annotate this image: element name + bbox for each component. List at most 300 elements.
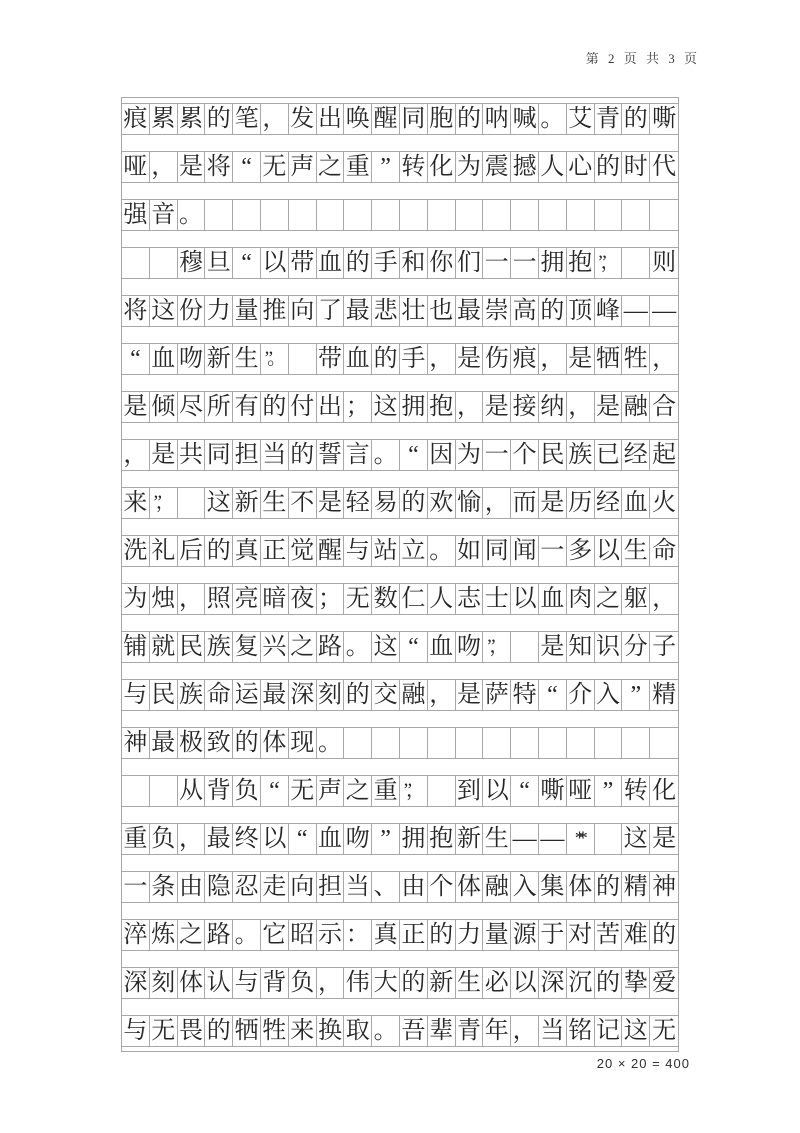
grid-cell [650, 536, 678, 566]
grid-cell-char: 与 [345, 538, 370, 564]
grid-cell [483, 632, 511, 662]
grid-cell-char: 的 [623, 106, 648, 132]
grid-cell [539, 968, 567, 998]
grid-cell-char: 换 [317, 1018, 342, 1044]
grid-cell-char: 路 [206, 922, 231, 948]
grid-cell-char: 士 [484, 586, 509, 612]
grid-cell [317, 728, 345, 758]
grid-cell [372, 248, 400, 278]
grid-cell-char: 兴 [262, 634, 287, 660]
grid-cell-char: 仁 [401, 586, 426, 612]
grid-cell-char: 震 [484, 154, 509, 180]
grid-cell-char: 生 [484, 826, 509, 852]
grid-cell [122, 968, 150, 998]
grid-cell-char: 心 [568, 154, 593, 180]
grid-cell [428, 920, 456, 950]
grid-cell [205, 968, 233, 998]
grid-cell [483, 968, 511, 998]
grid-cell [261, 344, 289, 374]
grid-cell [483, 872, 511, 902]
grid-cell [150, 200, 178, 230]
grid-cell-char: ， [512, 1018, 537, 1044]
grid-cell [233, 584, 261, 614]
grid-cell [622, 1016, 650, 1046]
grid-cell [205, 872, 233, 902]
grid-cell-char: 的 [373, 346, 398, 372]
grid-cell [650, 488, 678, 518]
grid-cell [595, 872, 623, 902]
grid-cell [317, 920, 345, 950]
grid-cell-char: 以 [262, 250, 287, 276]
grid-cell-char: 族 [568, 442, 593, 468]
grid-cell [456, 920, 484, 950]
grid-cell-char: 畏 [178, 1018, 203, 1044]
grid-cell [289, 104, 317, 134]
grid-row [121, 919, 679, 951]
grid-cell [289, 296, 317, 326]
grid-cell [122, 872, 150, 902]
grid-cell [150, 872, 178, 902]
grid-cell [511, 200, 539, 230]
grid-cell [289, 872, 317, 902]
grid-cell [650, 296, 678, 326]
grid-cell [178, 152, 206, 182]
grid-cell [205, 776, 233, 806]
grid-cell [205, 1016, 233, 1046]
grid-cell-char: 的 [234, 730, 259, 756]
grid-cell [178, 968, 206, 998]
grid-cell [622, 392, 650, 422]
grid-cell-char: 撼 [512, 154, 537, 180]
grid-cell-char: ； [345, 394, 370, 420]
grid-cell-char: 示 [317, 922, 342, 948]
grid-cell-char: 之 [317, 154, 342, 180]
grid-cell-char: 入 [512, 874, 537, 900]
grid-cell-char: 胞 [429, 106, 454, 132]
grid-cell-char: 的 [595, 154, 620, 180]
grid-cell-char: 苦 [595, 922, 620, 948]
grid-cell [511, 920, 539, 950]
grid-cell-char: 复 [234, 634, 259, 660]
grid-cell-char: 最 [151, 730, 176, 756]
grid-cell [511, 584, 539, 614]
grid-cell [539, 1016, 567, 1046]
grid-cell [122, 488, 150, 518]
grid-cell [289, 824, 317, 854]
grid-cell [456, 536, 484, 566]
grid-cell [122, 776, 150, 806]
grid-cell-char: 极 [178, 730, 203, 756]
grid-cell [205, 488, 233, 518]
grid-cell [650, 440, 678, 470]
grid-cell-char: ” [380, 826, 391, 852]
grid-cell [595, 1016, 623, 1046]
grid-cell [261, 872, 289, 902]
grid-cell [567, 1016, 595, 1046]
grid-cell [317, 536, 345, 566]
grid-cell [483, 392, 511, 422]
grid-cell-char: 不 [290, 490, 315, 516]
grid-cell [372, 680, 400, 710]
grid-cell [344, 200, 372, 230]
grid-cell-char: 特 [512, 682, 537, 708]
grid-cell [289, 1016, 317, 1046]
grid-cell [400, 872, 428, 902]
grid-cell [122, 824, 150, 854]
grid-cell [650, 1016, 678, 1046]
grid-cell-char: ， [429, 346, 454, 372]
grid-cell-char: 最 [206, 826, 231, 852]
grid-cell [539, 920, 567, 950]
grid-cell [511, 248, 539, 278]
grid-cell [372, 392, 400, 422]
grid-cell [150, 344, 178, 374]
grid-cell [372, 344, 400, 374]
grid-cell-char: 忍 [234, 874, 259, 900]
grid-cell [595, 776, 623, 806]
grid-cell [567, 344, 595, 374]
grid-cell [372, 824, 400, 854]
grid-cell [650, 872, 678, 902]
grid-cell [317, 392, 345, 422]
grid-cell-char: 为 [123, 586, 148, 612]
grid-cell [456, 968, 484, 998]
grid-cell-char: 化 [652, 778, 677, 804]
grid-cell [539, 680, 567, 710]
grid-cell [483, 152, 511, 182]
grid-cell [456, 152, 484, 182]
grid-cell-char: 将 [206, 154, 231, 180]
grid-cell [233, 824, 261, 854]
grid-cell [567, 488, 595, 518]
grid-cell [400, 296, 428, 326]
grid-cell-char: 是 [568, 346, 593, 372]
grid-cell [233, 536, 261, 566]
grid-cell-char: 悲 [373, 298, 398, 324]
grid-cell [122, 584, 150, 614]
grid-cell-char: 声 [290, 154, 315, 180]
grid-cell-char: 们 [456, 250, 481, 276]
grid-cell [122, 632, 150, 662]
grid-cell-char: ， [262, 106, 287, 132]
grid-cell-char: 拥 [401, 826, 426, 852]
grid-cell [150, 440, 178, 470]
grid-cell [428, 728, 456, 758]
grid-cell [539, 824, 567, 854]
grid-cell-char: 取 [345, 1018, 370, 1044]
grid-cell-char: 壮 [401, 298, 426, 324]
grid-cell [289, 488, 317, 518]
grid-cell [289, 728, 317, 758]
grid-cell-char: 音 [151, 202, 176, 228]
grid-cell [567, 296, 595, 326]
grid-cell [344, 392, 372, 422]
grid-cell-char: 当 [345, 874, 370, 900]
grid-cell-char: 的 [290, 442, 315, 468]
grid-cell-char: 牲 [623, 346, 648, 372]
grid-cell [344, 968, 372, 998]
grid-cell-char: 背 [262, 970, 287, 996]
grid-cell-char: 民 [151, 682, 176, 708]
grid-cell-char: 现 [290, 730, 315, 756]
grid-cell-char: 生 [234, 346, 259, 372]
grid-cell [400, 728, 428, 758]
grid-cell [178, 296, 206, 326]
grid-cell [595, 392, 623, 422]
grid-cell [150, 728, 178, 758]
grid-cell-char: 神 [123, 730, 148, 756]
grid-cell [233, 296, 261, 326]
grid-cell [344, 920, 372, 950]
grid-cell [205, 680, 233, 710]
grid-cell-char: 痕 [123, 106, 148, 132]
grid-cell-char: ”， [598, 252, 614, 273]
grid-cell-char: 精 [652, 682, 677, 708]
grid-cell-char: 照 [206, 586, 231, 612]
grid-cell [650, 680, 678, 710]
grid-cell-char: ” [380, 154, 391, 180]
grid-cell [150, 488, 178, 518]
grid-cell [261, 824, 289, 854]
grid-cell-char: 经 [595, 490, 620, 516]
grid-cell-char: 将 [123, 298, 148, 324]
grid-cell [595, 968, 623, 998]
grid-cell-char: 累 [178, 106, 203, 132]
grid-cell [428, 1016, 456, 1046]
grid-row [121, 535, 679, 567]
grid-cell-char: 体 [456, 874, 481, 900]
grid-cell-char: 以 [595, 538, 620, 564]
grid-cell [456, 344, 484, 374]
grid-cell [428, 872, 456, 902]
grid-cell-char: 是 [456, 346, 481, 372]
grid-cell [650, 392, 678, 422]
grid-cell [372, 968, 400, 998]
grid-cell-char: 声 [317, 778, 342, 804]
grid-cell [567, 392, 595, 422]
grid-cell-char: 重 [345, 154, 370, 180]
grid-cell [567, 248, 595, 278]
grid-cell [317, 440, 345, 470]
grid-cell [595, 728, 623, 758]
grid-cell [456, 296, 484, 326]
grid-cell-char: 由 [401, 874, 426, 900]
grid-cell-char: 出 [317, 106, 342, 132]
grid-cell [289, 392, 317, 422]
grid-cell [428, 680, 456, 710]
grid-cell [344, 296, 372, 326]
grid-cell [400, 248, 428, 278]
grid-row [121, 871, 679, 903]
grid-cell-char: 亮 [234, 586, 259, 612]
grid-cell [233, 104, 261, 134]
grid-cell [595, 296, 623, 326]
grid-cell-char: 力 [456, 922, 481, 948]
grid-cell-char: 带 [290, 250, 315, 276]
grid-cell-char: 拥 [540, 250, 565, 276]
grid-cell [178, 776, 206, 806]
grid-cell [205, 248, 233, 278]
grid-cell-char: 与 [123, 1018, 148, 1044]
grid-cell [539, 584, 567, 614]
grid-cell [178, 920, 206, 950]
grid-cell-char: 伤 [484, 346, 509, 372]
grid-cell [372, 200, 400, 230]
grid-cell [289, 680, 317, 710]
grid-cell [622, 968, 650, 998]
grid-cell-char: 如 [456, 538, 481, 564]
grid-cell-char: ， [568, 394, 593, 420]
grid-cell-char: 对 [568, 922, 593, 948]
grid-cell-char: 昭 [290, 922, 315, 948]
grid-cell-char: ， [652, 586, 677, 612]
grid-cell [150, 824, 178, 854]
grid-cell-char: 闻 [512, 538, 537, 564]
grid-cell-char: 血 [623, 490, 648, 516]
grid-cell-char: 生 [262, 490, 287, 516]
grid-cell [428, 248, 456, 278]
grid-cell [400, 440, 428, 470]
grid-cell-char: 命 [206, 682, 231, 708]
grid-cell [178, 200, 206, 230]
grid-cell-char: 铺 [123, 634, 148, 660]
grid-cell [595, 104, 623, 134]
grid-cell-char: 来 [290, 1018, 315, 1044]
grid-cell-char: 融 [484, 874, 509, 900]
grid-cell-char: 是 [540, 490, 565, 516]
grid-cell [539, 104, 567, 134]
grid-cell [456, 824, 484, 854]
grid-cell [372, 104, 400, 134]
grid-cell [150, 296, 178, 326]
grid-cell [205, 920, 233, 950]
grid-cell [511, 632, 539, 662]
grid-cell [400, 1016, 428, 1046]
grid-cell [595, 248, 623, 278]
grid-cell-char: 纳 [540, 394, 565, 420]
grid-cell-char: 萨 [484, 682, 509, 708]
grid-row [121, 727, 679, 759]
grid-cell-char: 生 [456, 970, 481, 996]
grid-cell [317, 296, 345, 326]
grid-cell [150, 536, 178, 566]
grid-cell-char: 体 [178, 970, 203, 996]
grid-cell [483, 776, 511, 806]
grid-row [121, 391, 679, 423]
grid-row [121, 583, 679, 615]
grid-cell [233, 248, 261, 278]
grid-cell-char: 喊 [512, 106, 537, 132]
grid-row [121, 439, 679, 471]
grid-cell-char: 有 [234, 394, 259, 420]
grid-cell-char: 则 [652, 250, 677, 276]
grid-cell [289, 536, 317, 566]
grid-cell [150, 104, 178, 134]
grid-cell-char: 共 [178, 442, 203, 468]
grid-cell-char: 是 [484, 394, 509, 420]
grid-cell [122, 680, 150, 710]
grid-cell [261, 968, 289, 998]
grid-cell-char: 经 [623, 442, 648, 468]
grid-cell [122, 344, 150, 374]
grid-cell [261, 392, 289, 422]
grid-cell-char: 痕 [512, 346, 537, 372]
grid-cell-char: 入 [595, 682, 620, 708]
grid-cell [400, 152, 428, 182]
grid-cell-char: 嘶 [540, 778, 565, 804]
grid-cell-char: 轻 [345, 490, 370, 516]
grid-cell-char: 炼 [151, 922, 176, 948]
grid-cell [205, 392, 233, 422]
grid-row [121, 247, 679, 279]
grid-cell [428, 104, 456, 134]
grid-cell [178, 1016, 206, 1046]
grid-cell [233, 488, 261, 518]
grid-cell [205, 536, 233, 566]
grid-cell-char: 的 [595, 874, 620, 900]
grid-cell [567, 584, 595, 614]
grid-cell [178, 344, 206, 374]
grid-cell [650, 968, 678, 998]
grid-row [121, 199, 679, 231]
grid-cell-char: 必 [484, 970, 509, 996]
grid-cell [456, 392, 484, 422]
grid-cell-char: 无 [345, 586, 370, 612]
grid-cell-char: ” [630, 682, 642, 708]
grid-cell-char: 与 [123, 682, 148, 708]
grid-cell [233, 632, 261, 662]
grid-cell [511, 296, 539, 326]
grid-cell [205, 152, 233, 182]
grid-cell [344, 248, 372, 278]
grid-cell [539, 872, 567, 902]
grid-cell [567, 824, 595, 854]
grid-cell [511, 872, 539, 902]
grid-cell-char: 抱 [568, 250, 593, 276]
grid-cell-char: 融 [401, 682, 426, 708]
grid-cell-char: — [623, 298, 648, 324]
grid-cell-char: 条 [151, 874, 176, 900]
grid-cell-char: 到 [456, 778, 481, 804]
grid-cell-char: ”。 [264, 348, 281, 369]
grid-cell-char: 这 [623, 1018, 648, 1044]
grid-cell [622, 104, 650, 134]
grid-cell [428, 296, 456, 326]
grid-cell-char: ”， [487, 636, 503, 657]
grid-cell [428, 824, 456, 854]
grid-row [121, 1015, 679, 1047]
grid-row [121, 103, 679, 135]
grid-cell-char: 历 [568, 490, 593, 516]
grid-cell-char: 誓 [317, 442, 342, 468]
grid-cell-char: 志 [456, 586, 481, 612]
grid-cell [567, 440, 595, 470]
grid-cell [400, 584, 428, 614]
grid-cell [372, 632, 400, 662]
grid-cell [261, 536, 289, 566]
grid-cell [317, 968, 345, 998]
grid-cell [456, 200, 484, 230]
grid-cell [261, 248, 289, 278]
grid-cell-char: 时 [623, 154, 648, 180]
grid-cell [567, 872, 595, 902]
grid-cell [178, 632, 206, 662]
grid-cell-char: 吻 [178, 346, 203, 372]
grid-cell-char: ， [652, 346, 677, 372]
grid-cell-char: 由 [178, 874, 203, 900]
grid-cell [456, 248, 484, 278]
grid-cell [622, 920, 650, 950]
